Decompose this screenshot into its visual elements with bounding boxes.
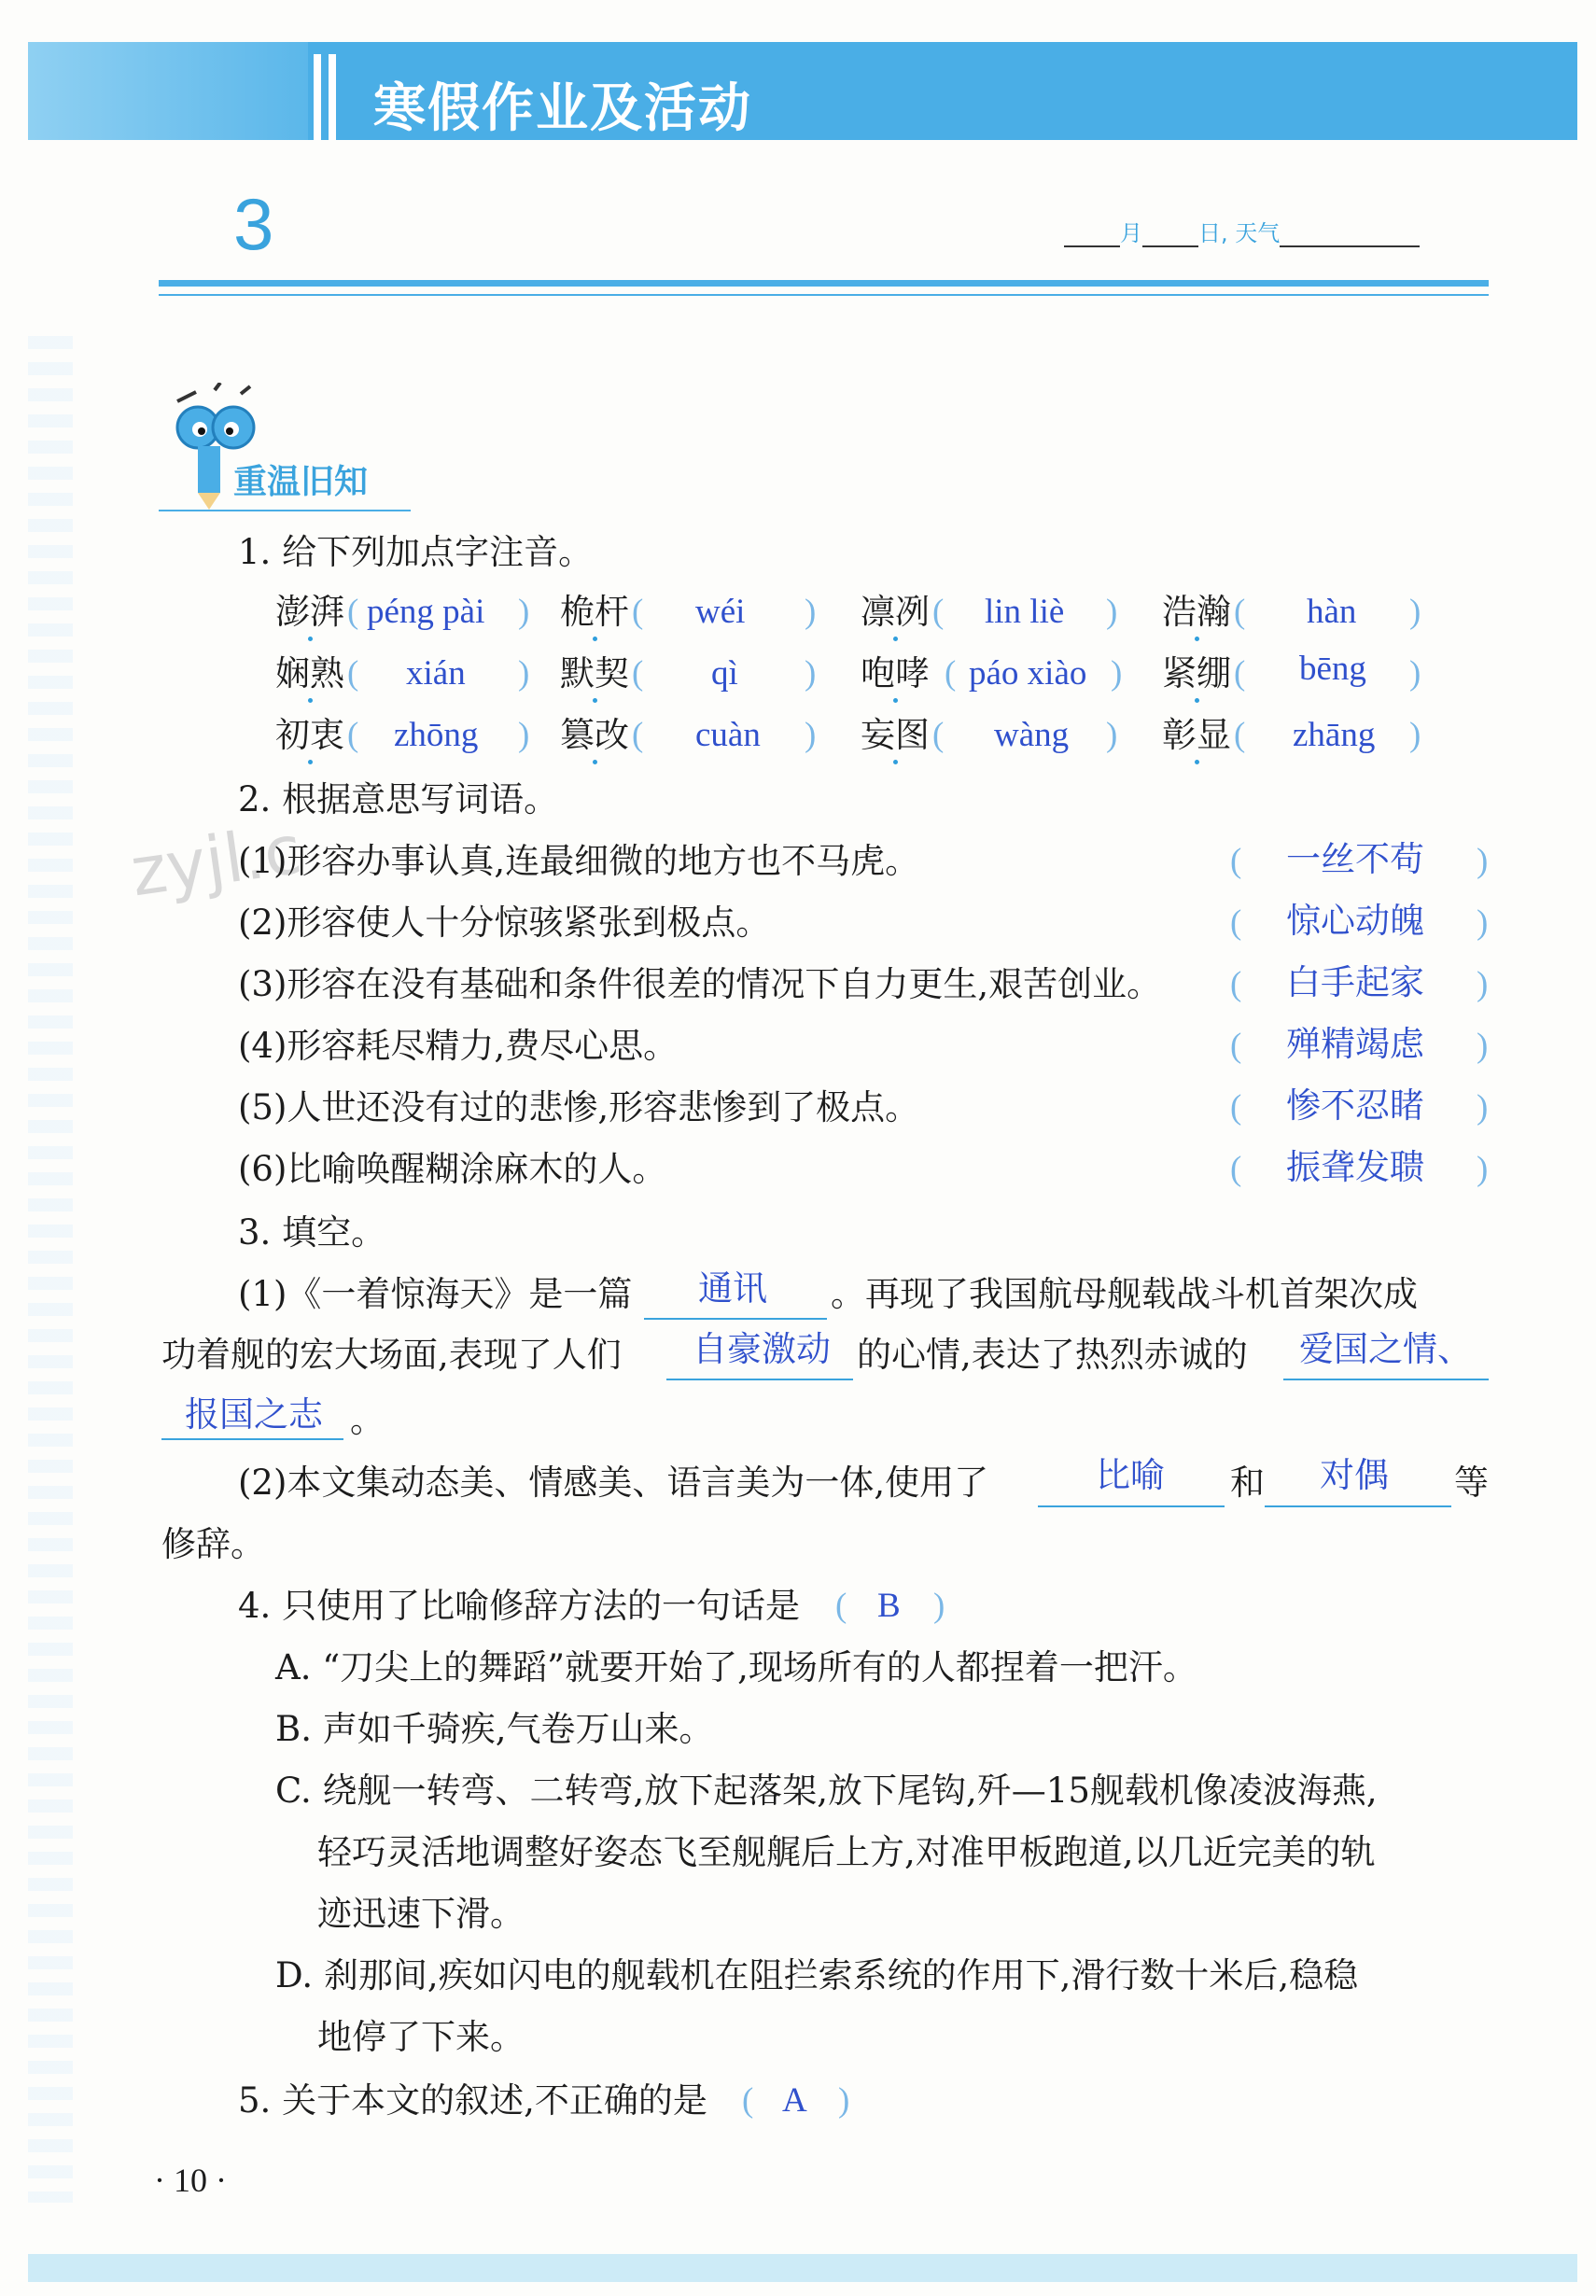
- answer-underline: [644, 1318, 827, 1320]
- q1-word: 桅杆: [560, 592, 629, 632]
- q1-word: 篡改: [560, 715, 629, 755]
- weather-blank: [1280, 223, 1420, 247]
- q2-answer: 一丝不苟: [1286, 839, 1424, 879]
- q3-text: 。再现了我国航母舰载战斗机首架次成: [831, 1274, 1418, 1314]
- q4-option-a: A. “刀尖上的舞蹈”就要开始了,现场所有的人都捏着一把汗。: [275, 1647, 1197, 1687]
- footer-bar: [28, 2254, 1577, 2282]
- q3-answer: 自豪激动: [693, 1329, 831, 1369]
- page-number: · 10 ·: [154, 2162, 227, 2199]
- q1-pinyin-answer: zhōng: [394, 716, 479, 754]
- q4-option-c-cont: 迹迅速下滑。: [317, 1894, 525, 1934]
- q3-text: (1)《一着惊海天》是一篇: [238, 1274, 633, 1314]
- day-blank: [1142, 223, 1198, 247]
- q2-stem: 2. 根据意思写词语。: [238, 779, 559, 819]
- answer-underline: [1283, 1379, 1489, 1380]
- q1-pinyin-answer: bēng: [1299, 650, 1366, 688]
- q3-text: 等: [1454, 1463, 1489, 1503]
- q3-stem: 3. 填空。: [238, 1212, 386, 1253]
- header-rule: [159, 280, 1489, 287]
- q3-text: (2)本文集动态美、情感美、语言美为一体,使用了: [238, 1463, 989, 1503]
- q1-word: 浩瀚: [1162, 592, 1231, 632]
- unit-number: 3: [233, 183, 274, 265]
- q3-text: 功着舰的宏大场面,表现了人们: [161, 1335, 622, 1375]
- q1-pinyin-answer: qì: [711, 654, 738, 693]
- month-blank: [1064, 223, 1120, 247]
- q3-answer: 报国之志: [185, 1394, 323, 1435]
- q2-item-text: (3)形容在没有基础和条件很差的情况下自力更生,艰苦创业。: [238, 964, 1162, 1004]
- q4-option-b: B. 声如千骑疾,气卷万山来。: [275, 1709, 714, 1749]
- q1-word: 咆哮: [861, 653, 930, 693]
- q1-pinyin-answer: lin liè: [985, 593, 1065, 631]
- q3-text: 的心情,表达了热烈赤诚的: [857, 1335, 1248, 1375]
- answer-underline: [1038, 1505, 1225, 1507]
- q4-option-d-cont: 地停了下来。: [317, 2017, 525, 2057]
- q2-item-text: (4)形容耗尽精力,费尽心思。: [238, 1026, 679, 1066]
- q2-item-text: (6)比喻唤醒糊涂麻木的人。: [238, 1149, 667, 1189]
- q1-stem: 1. 给下列加点字注音。: [238, 532, 594, 572]
- q4-answer: B: [877, 1587, 901, 1625]
- q2-answer: 惨不忍睹: [1286, 1085, 1424, 1126]
- q1-word: 妄图: [861, 715, 930, 755]
- q2-item-text: (5)人世还没有过的悲惨,形容悲惨到了极点。: [238, 1087, 920, 1127]
- margin-decoration: [28, 336, 73, 2203]
- header-rule-thin: [159, 294, 1489, 296]
- q3-text: 修辞。: [161, 1524, 265, 1564]
- header-divider: [314, 54, 321, 140]
- answer-underline: [1265, 1505, 1451, 1507]
- q3-text: 。: [350, 1400, 385, 1440]
- q5-answer: A: [782, 2081, 807, 2120]
- q5-stem: 5. 关于本文的叙述,不正确的是: [238, 2080, 707, 2121]
- q2-item-text: (1)形容办事认真,连最细微的地方也不马虎。: [238, 841, 920, 881]
- q2-answer: 殚精竭虑: [1286, 1024, 1424, 1064]
- q1-pinyin-answer: péng pài: [367, 593, 485, 631]
- section-rule: [159, 510, 411, 511]
- answer-underline: [666, 1379, 853, 1380]
- q1-word: 娴熟: [275, 653, 344, 693]
- q1-pinyin-answer: hàn: [1307, 593, 1357, 631]
- q1-word: 初衷: [275, 715, 344, 755]
- q3-answer: 对偶: [1320, 1455, 1389, 1495]
- q4-option-d: D. 刹那间,疾如闪电的舰载机在阻拦索系统的作用下,滑行数十米后,稳稳: [275, 1955, 1359, 1995]
- q3-answer: 通讯: [698, 1268, 767, 1309]
- q1-pinyin-answer: zhāng: [1293, 716, 1376, 754]
- header-bar-light: [28, 42, 308, 140]
- q1-word: 凛冽: [861, 592, 930, 632]
- header-divider: [329, 54, 336, 140]
- q4-stem: 4. 只使用了比喻修辞方法的一句话是: [238, 1586, 801, 1626]
- q2-answer: 白手起家: [1286, 962, 1424, 1002]
- q2-item-text: (2)形容使人十分惊骇紧张到极点。: [238, 903, 771, 943]
- q3-answer: 比喻: [1096, 1455, 1165, 1495]
- q1-pinyin-answer: cuàn: [695, 716, 761, 754]
- watermark: zyjl.c: [126, 809, 306, 912]
- q4-option-c-cont: 轻巧灵活地调整好姿态飞至舰艉后上方,对准甲板跑道,以几近完美的轨: [317, 1832, 1376, 1872]
- month-label: 月: [1120, 220, 1142, 246]
- q2-answer: 惊心动魄: [1286, 901, 1424, 941]
- page-header-title: 寒假作业及活动: [373, 78, 752, 139]
- q3-answer: 爱国之情、: [1299, 1329, 1472, 1369]
- q1-word: 紧绷: [1162, 653, 1231, 693]
- q1-word: 澎湃: [275, 592, 344, 632]
- q1-word: 默契: [560, 653, 629, 693]
- answer-underline: [161, 1438, 343, 1440]
- q1-pinyin-answer: xián: [406, 654, 466, 693]
- q1-word: 彰显: [1162, 715, 1231, 755]
- section-label: 重温旧知: [233, 463, 369, 501]
- q1-pinyin-answer: páo xiào: [969, 654, 1087, 693]
- day-label: 日: [1198, 220, 1221, 246]
- date-weather-line: 月 日, 天气: [1064, 215, 1420, 247]
- weather-label: 天气: [1235, 220, 1281, 246]
- q3-text: 和: [1230, 1463, 1265, 1503]
- q2-answer: 振聋发聩: [1286, 1147, 1424, 1187]
- q1-pinyin-answer: wàng: [994, 716, 1070, 754]
- q4-option-c: C. 绕舰一转弯、二转弯,放下起落架,放下尾钩,歼—15舰载机像凌波海燕,: [275, 1771, 1378, 1811]
- q1-pinyin-answer: wéi: [695, 593, 746, 631]
